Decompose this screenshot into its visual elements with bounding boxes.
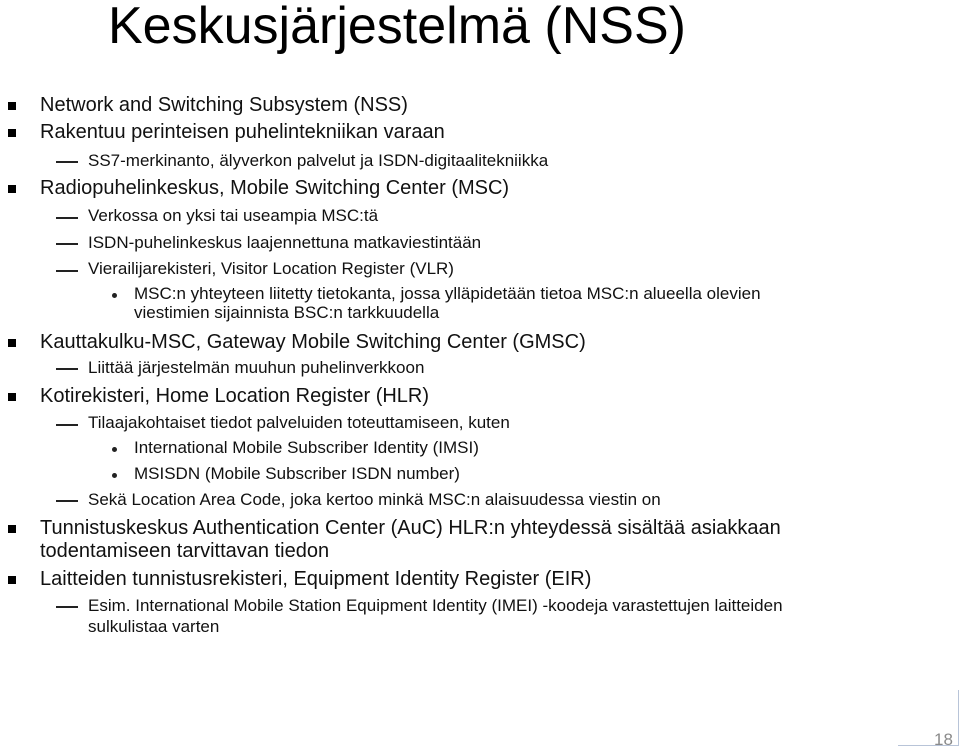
bullet-level2-text: Vierailijarekisteri, Visitor Location Register (VLR)	[88, 259, 454, 278]
bullet-level2-text: SS7-merkinanto, älyverkon palvelut ja ISDN-digitaalitekniikka	[88, 151, 549, 170]
bullet-level1-text: Rakentuu perinteisen puhelintekniikan varaan	[40, 121, 445, 143]
bullet-dash-icon	[56, 243, 78, 245]
bullet-dot-icon	[112, 447, 117, 452]
bullet-square-icon	[8, 339, 16, 347]
bullet-square-icon	[8, 525, 16, 533]
bullet-level2-text-continued: sulkulistaa varten	[88, 617, 220, 636]
bullet-level3-text-continued: viestimien sijainnista BSC:n tarkkuudella	[134, 303, 440, 322]
bullet-level1-text: Kauttakulku-MSC, Gateway Mobile Switching Center (GMSC)	[40, 331, 586, 353]
bullet-dot-icon	[112, 293, 117, 298]
bullet-level1-text: Kotirekisteri, Home Location Register (HLR)	[40, 385, 430, 407]
bullet-level1-text: Laitteiden tunnistusrekisteri, Equipment Identity Register (EIR)	[40, 568, 592, 590]
bullet-dash-icon	[56, 270, 78, 272]
bullet-level2-text: ISDN-puhelinkeskus laajennettuna matkaviestintään	[88, 233, 482, 252]
bullet-level1-text: Radiopuhelinkeskus, Mobile Switching Center (MSC)	[40, 177, 510, 199]
bullet-dash-icon	[56, 424, 78, 426]
bullet-square-icon	[8, 576, 16, 584]
bullet-level2-text: Tilaajakohtaiset tiedot palveluiden toteuttamiseen, kuten	[88, 413, 510, 432]
bullet-dash-icon	[56, 500, 78, 502]
bullet-square-icon	[8, 102, 16, 110]
page-number: 18	[934, 730, 953, 749]
slide-title: Keskusjärjestelmä (NSS)	[108, 0, 686, 55]
bullet-level1-text: Network and Switching Subsystem (NSS)	[40, 94, 408, 116]
bullet-level1-text-continued: todentamiseen tarvittavan tiedon	[40, 540, 330, 562]
bullet-square-icon	[8, 393, 16, 401]
bullet-dot-icon	[112, 473, 117, 478]
bullet-level2-text: Verkossa on yksi tai useampia MSC:tä	[88, 206, 379, 225]
bullet-dash-icon	[56, 161, 78, 163]
bullet-dash-icon	[56, 217, 78, 219]
bullet-dash-icon	[56, 606, 78, 608]
bullet-level1-text: Tunnistuskeskus Authentication Center (AuC) HLR:n yhteydessä sisältää asiakkaan	[40, 517, 781, 539]
bullet-level2-text: Esim. International Mobile Station Equipment Identity (IMEI) -koodeja varastettujen laitteiden	[88, 596, 783, 615]
bullet-level3-text: MSISDN (Mobile Subscriber ISDN number)	[134, 464, 460, 483]
bullet-level2-text: Sekä Location Area Code, joka kertoo minkä MSC:n alaisuudessa viestin on	[88, 490, 661, 509]
bullet-square-icon	[8, 185, 16, 193]
bullet-square-icon	[8, 129, 16, 137]
bullet-level3-text: MSC:n yhteyteen liitetty tietokanta, jossa ylläpidetään tietoa MSC:n alueella olevien	[134, 284, 761, 303]
corner-divider	[958, 690, 959, 746]
bullet-dash-icon	[56, 368, 78, 370]
bullet-level2-text: Liittää järjestelmän muuhun puhelinverkkoon	[88, 358, 425, 377]
bullet-level3-text: International Mobile Subscriber Identity (IMSI)	[134, 438, 479, 457]
